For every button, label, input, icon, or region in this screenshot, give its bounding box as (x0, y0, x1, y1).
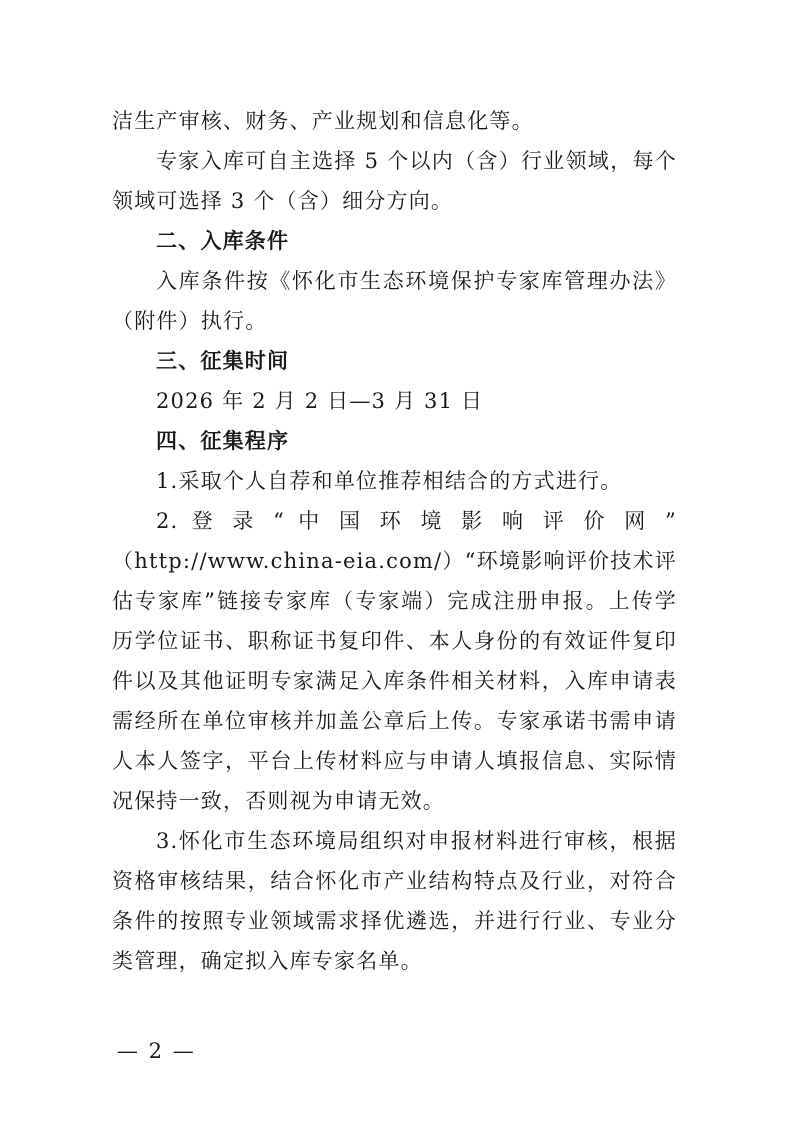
section-heading-time: 三、征集时间 (156, 349, 290, 373)
page-number: — 2 — (117, 1039, 196, 1063)
procedure-step-1: 1.采取个人自荐和单位推荐相结合的方式进行。 (156, 469, 623, 493)
procedure-step-2-first-line: 2. 登 录 “ 中 国 环 境 影 响 评 价 网 ” (156, 509, 677, 533)
document-body (112, 101, 677, 981)
paragraph-continued: 洁生产审核、财务、产业规划和信息化等。 (112, 109, 534, 133)
procedure-step-3: 3.怀化市生态环境局组织对申报材料进行审核，根据资格审核结果，结合怀化市产业结构特点及行业，对符合条件的按照专业领域需求择优遴选，并进行行业、专业分类管理，确定拟入库专家名单。 (112, 829, 677, 973)
procedure-step-2-body: （http://www.china-eia.com/）“环境影响评价技术评估专家库”链接专家库（专家端）完成注册申报。上传学历学位证书、职称证书复印件、本人身份的有效证件复印件以及其他证明专家满足入库条件相关材料，入库申请表需经所在单位审核并加盖公章后上传。专家承诺书需申请人本人签字，平台上传材料应与申请人填报信息、实际情况保持一致，否则视为申请无效。 (112, 549, 677, 813)
section-heading-procedure: 四、征集程序 (156, 429, 290, 453)
section-heading-conditions: 二、入库条件 (156, 229, 290, 253)
paragraph-scope: 专家入库可自主选择 5 个以内（含）行业领域，每个领域可选择 3 个（含）细分方向。 (112, 149, 677, 213)
paragraph-conditions: 入库条件按《怀化市生态环境保护专家库管理办法》（附件）执行。 (112, 269, 677, 333)
paragraph-time: 2026 年 2 月 2 日—3 月 31 日 (156, 389, 484, 413)
